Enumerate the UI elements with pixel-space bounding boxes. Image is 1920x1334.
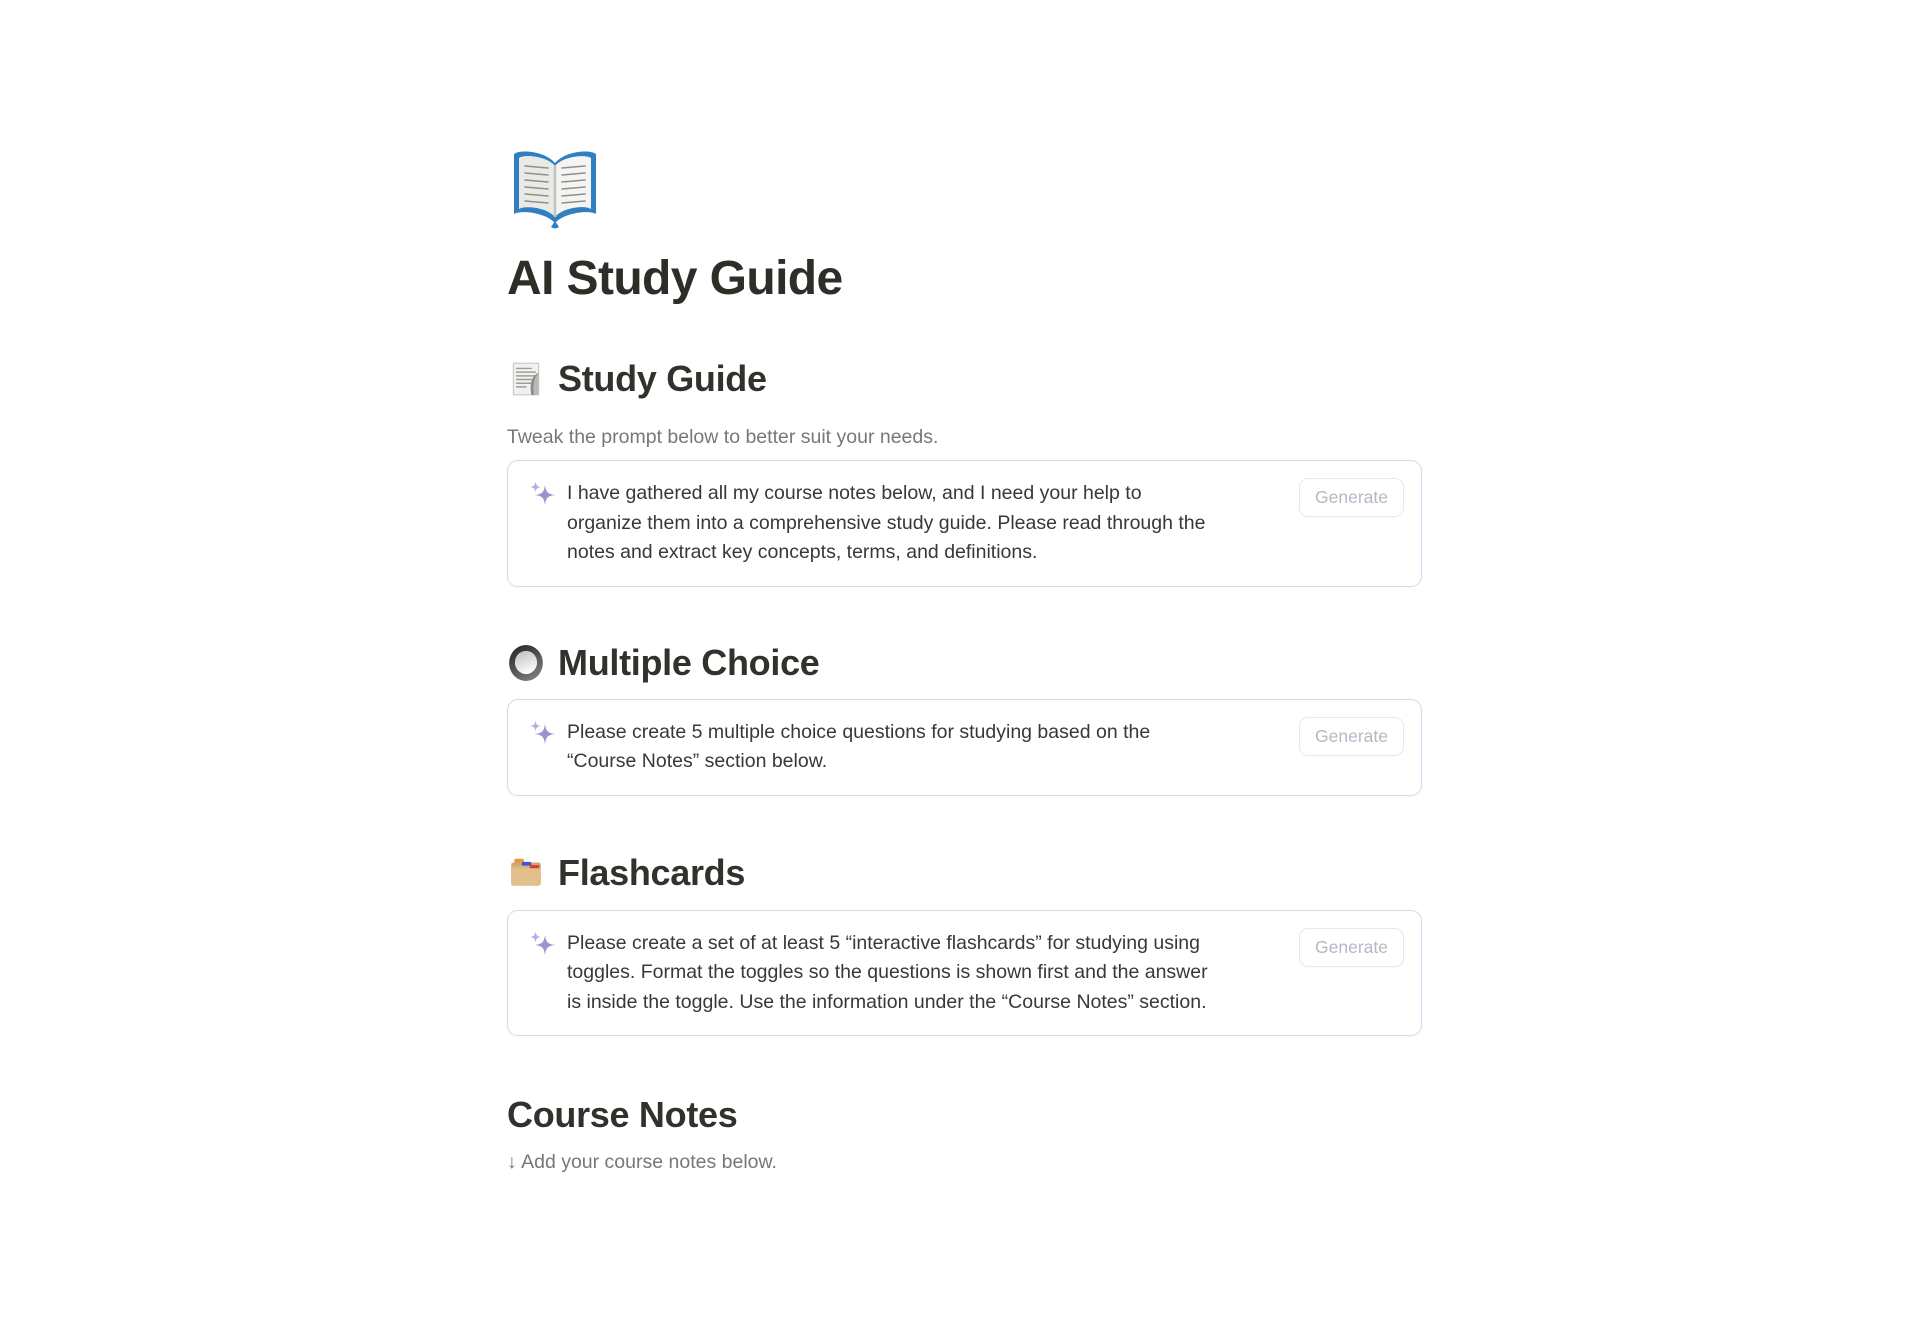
prompt-line: notes and extract key concepts, terms, and definitions. [567,541,1038,563]
heading-flashcards[interactable] [507,850,1422,896]
page-icon-open-book[interactable] [507,135,603,231]
ai-sparkle-icon [528,480,556,508]
page-title[interactable]: AI Study Guide [507,252,843,305]
page-with-curl-icon [507,360,545,398]
radio-button-icon [507,644,545,682]
heading-text: Study Guide [558,358,767,399]
ai-sparkle-icon [528,930,556,958]
heading-text: Multiple Choice [558,641,820,683]
heading-multiple-choice[interactable] [507,640,1422,686]
generate-button-flashcards[interactable]: Generate [1299,928,1404,967]
heading-text: Course Notes [507,1094,738,1135]
prompt-line: “Course Notes” section below. [567,750,828,772]
heading-course-notes[interactable] [507,1092,1422,1138]
prompt-card-flashcards [507,910,1422,1037]
open-book-icon [507,135,603,231]
prompt-text-flashcards[interactable] [567,929,1208,1018]
prompt-line: is inside the toggle. Use the information under the “Course Notes” section. [567,990,1207,1013]
card-index-dividers-icon [507,854,545,892]
prompt-line: organize them into a comprehensive study guide. Please read through the [567,511,1206,534]
prompt-card-study-guide [507,460,1422,587]
prompt-text-study-guide[interactable] [567,479,1205,568]
ai-sparkle-icon [528,719,556,747]
prompt-line: I have gathered all my course notes below, and I need your help to [567,482,1142,504]
prompt-text-multiple-choice[interactable] [567,718,1150,777]
heading-text: Flashcards [558,851,746,893]
course-notes-hint[interactable]: ↓ Add your course notes below. [507,1151,777,1173]
prompt-line: Please create 5 multiple choice questions for studying based on the [567,720,1151,743]
heading-study-guide[interactable] [507,356,1422,402]
prompt-line: toggles. Format the toggles so the questions is shown first and the answer [567,961,1208,983]
study-guide-subtitle[interactable]: Tweak the prompt below to better suit your needs. [507,426,939,448]
notion-page [507,135,1422,1175]
prompt-line: Please create a set of at least 5 “interactive flashcards” for studying using [567,931,1200,954]
generate-button-multiple-choice[interactable]: Generate [1299,717,1404,756]
prompt-card-multiple-choice [507,699,1422,796]
generate-button-study-guide[interactable]: Generate [1299,478,1404,517]
